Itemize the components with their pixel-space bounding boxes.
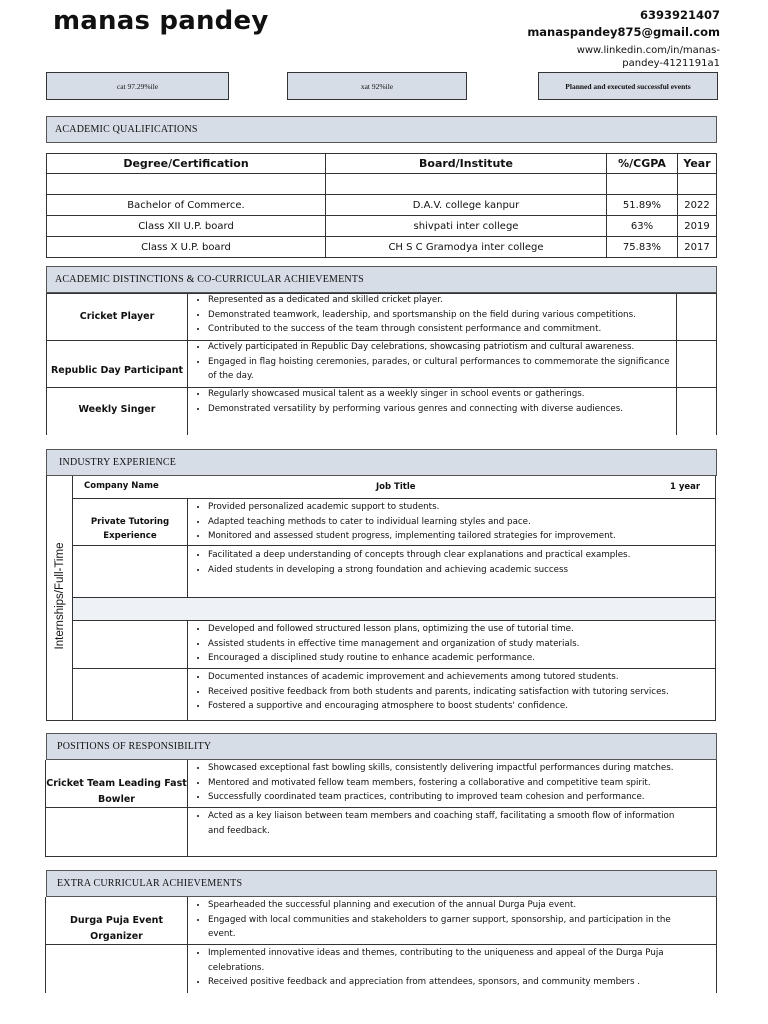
phone-number: 6393921407: [639, 8, 720, 22]
table-row-empty: [47, 174, 717, 195]
list-item: • Documented instances of academic improvement and achievements among tutored students.: [208, 670, 715, 685]
industry-block-4: [188, 670, 715, 714]
list-item: • Fostered a supportive and encouraging atmosphere to boost students' confidence.: [208, 699, 715, 714]
list-item: • Contributed to the success of the team through consistent performance and commitment.: [208, 322, 676, 337]
qualifications-table: [46, 153, 717, 258]
position-label-fast-bowler: Cricket Team Leading Fast Bowler: [46, 778, 187, 805]
col-duration: 1 year: [670, 482, 701, 492]
list-item: • Represented as a dedicated and skilled cricket player.: [208, 293, 676, 308]
list-item: • Acted as a key liaison between team members and coaching staff, facilitating a smooth flow of information and feedback.: [208, 809, 676, 838]
list-item: • Adapted teaching methods to cater to individual learning styles and pace.: [208, 515, 715, 530]
cgpa-cell: 75.83%: [607, 237, 678, 258]
table-row: [47, 237, 717, 258]
degree-cell: Class X U.P. board: [47, 237, 326, 258]
table-row: [47, 195, 717, 216]
list-item: • Demonstrated teamwork, leadership, and sportsmanship on the field during various competitions.: [208, 308, 676, 323]
list-item: • Showcased exceptional fast bowling skills, consistently delivering impactful performances during matches.: [208, 761, 716, 776]
col-job-title: Job Title: [376, 482, 416, 492]
section-distinctions: ACADEMIC DISTINCTIONS & CO-CURRICULAR ACHIEVEMENTS: [46, 266, 717, 293]
list-item: • Spearheaded the successful planning and execution of the annual Durga Puja event.: [208, 898, 676, 913]
table-row: [47, 216, 717, 237]
highlight-events: Planned and executed successful events: [538, 72, 718, 100]
company-private-tutoring: Private Tutoring Experience: [90, 517, 170, 541]
candidate-name: manas pandey: [53, 6, 269, 36]
section-academic-qualifications: ACADEMIC QUALIFICATIONS: [46, 116, 717, 143]
list-item: • Engaged in flag hoisting ceremonies, parades, or cultural performances to commemorate the significance of the day.: [208, 355, 676, 384]
col-company-name: Company Name: [84, 481, 159, 491]
list-item: • Regularly showcased musical talent as a weekly singer in school events or gatherings.: [208, 387, 676, 402]
year-cell: 2017: [678, 237, 717, 258]
distinction-republic-bullets: [188, 340, 676, 384]
list-item: • Aided students in developing a strong foundation and achieving academic success: [208, 563, 715, 578]
distinction-singer-bullets: [188, 387, 676, 416]
board-cell: D.A.V. college kanpur: [326, 195, 607, 216]
board-cell: shivpati inter college: [326, 216, 607, 237]
col-degree: Degree/Certification: [47, 154, 326, 174]
distinction-cricket-bullets: [188, 293, 676, 337]
col-cgpa: %/CGPA: [607, 154, 678, 174]
email-address: manaspandey875@gmail.com: [527, 25, 720, 39]
list-item: • Developed and followed structured lesson plans, optimizing the use of tutorial time.: [208, 622, 715, 637]
cgpa-cell: 63%: [607, 216, 678, 237]
list-item: • Assisted students in effective time management and organization of study materials.: [208, 637, 715, 652]
list-item: • Encouraged a disciplined study routine to enhance academic performance.: [208, 651, 715, 666]
positions-block-2: [188, 809, 676, 838]
list-item: • Implemented innovative ideas and themes, contributing to the uniqueness and appeal of the Durga Puja celebrations.: [208, 946, 676, 975]
internships-side-label: Internships/Full-Time: [54, 542, 66, 650]
list-item: • Monitored and assessed student progress, implementing tailored strategies for improvement.: [208, 529, 715, 544]
list-item: • Received positive feedback and appreciation from attendees, sponsors, and community members .: [208, 975, 676, 990]
extra-block-1: [188, 898, 676, 942]
extra-block-2: [188, 946, 676, 990]
section-positions: POSITIONS OF RESPONSIBILITY: [46, 733, 717, 760]
highlight-xat: xat 92%ile: [287, 72, 467, 100]
board-cell: CH S C Gramodya inter college: [326, 237, 607, 258]
list-item: • Demonstrated versatility by performing various genres and connecting with diverse audiences.: [208, 402, 676, 417]
list-item: • Mentored and motivated fellow team members, fostering a collaborative and competitive team spirit.: [208, 776, 716, 791]
list-item: • Engaged with local communities and stakeholders to garner support, sponsorship, and participation in the event.: [208, 913, 676, 942]
col-board: Board/Institute: [326, 154, 607, 174]
degree-cell: Class XII U.P. board: [47, 216, 326, 237]
distinction-label-republic: Republic Day Participant: [50, 365, 184, 376]
section-industry-experience: INDUSTRY EXPERIENCE: [46, 449, 717, 476]
linkedin-url[interactable]: [550, 44, 720, 70]
degree-cell: Bachelor of Commerce.: [47, 195, 326, 216]
list-item: • Actively participated in Republic Day celebrations, showcasing patriotism and cultural awareness.: [208, 340, 676, 355]
list-item: • Successfully coordinated team practices, contributing to improved team cohesion and performance.: [208, 790, 716, 805]
table-header-row: [47, 154, 717, 174]
positions-block-1: [188, 761, 716, 805]
list-item: • Received positive feedback from both students and parents, indicating satisfaction with tutoring services.: [208, 685, 715, 700]
col-year: Year: [678, 154, 717, 174]
industry-block-1: [188, 500, 715, 544]
highlight-cat: cat 97.29%ile: [46, 72, 229, 100]
list-item: • Provided personalized academic support to students.: [208, 500, 715, 515]
linkedin-line-1: www.linkedin.com/in/manas-: [576, 45, 720, 56]
year-cell: 2019: [678, 216, 717, 237]
section-extra-curricular: EXTRA CURRICULAR ACHIEVEMENTS: [46, 870, 717, 897]
distinction-label-cricket: Cricket Player: [79, 311, 155, 322]
cgpa-cell: 51.89%: [607, 195, 678, 216]
extra-label-durga-puja: Durga Puja Event Organizer: [70, 915, 163, 942]
industry-block-2: [188, 548, 715, 577]
year-cell: 2022: [678, 195, 717, 216]
list-item: • Facilitated a deep understanding of concepts through clear explanations and practical examples.: [208, 548, 715, 563]
distinction-label-singer: Weekly Singer: [78, 404, 156, 415]
industry-block-3: [188, 622, 715, 666]
linkedin-line-2: pandey-4121191a1: [622, 58, 720, 69]
